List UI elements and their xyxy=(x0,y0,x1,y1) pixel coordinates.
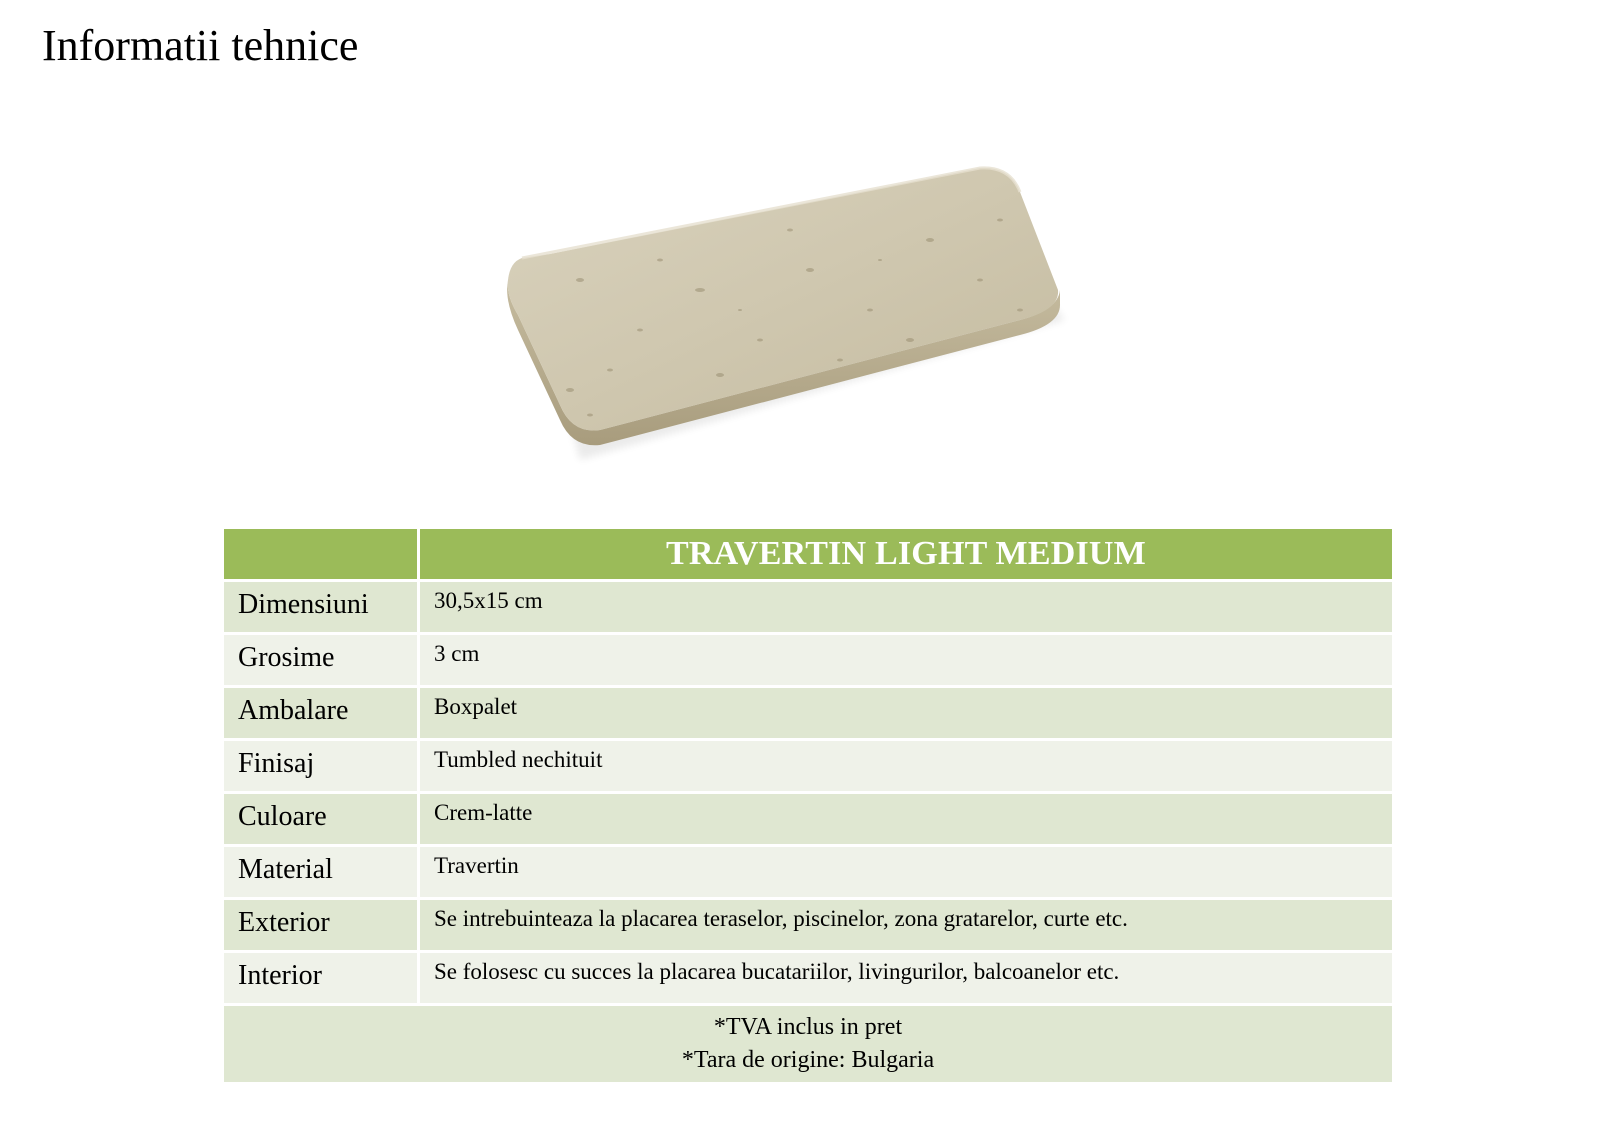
table-row xyxy=(223,846,1394,899)
product-name: TRAVERTIN LIGHT MEDIUM xyxy=(419,528,1394,581)
spec-label: Interior xyxy=(223,952,419,1005)
spec-label: Grosime xyxy=(223,634,419,687)
footer-row xyxy=(223,1005,1394,1084)
spec-value: Se intrebuinteaza la placarea teraselor, piscinelor, zona gratarelor, curte etc. xyxy=(419,899,1394,952)
table-row xyxy=(223,687,1394,740)
spec-value: 30,5x15 cm xyxy=(419,581,1394,634)
table-header-row xyxy=(223,528,1394,581)
origin-note: *Tara de origine: Bulgaria xyxy=(681,1047,935,1073)
page-title: Informatii tehnice xyxy=(42,21,359,70)
travertine-tile-photo xyxy=(460,130,1140,500)
spec-value: Crem-latte xyxy=(419,793,1394,846)
spec-label: Dimensiuni xyxy=(223,581,419,634)
spec-value: Tumbled nechituit xyxy=(419,740,1394,793)
table-row xyxy=(223,899,1394,952)
vat-note: *TVA inclus in pret xyxy=(713,1014,903,1040)
table-row xyxy=(223,793,1394,846)
spec-value: 3 cm xyxy=(419,634,1394,687)
spec-label: Material xyxy=(223,846,419,899)
spec-label: Exterior xyxy=(223,899,419,952)
spec-label: Culoare xyxy=(223,793,419,846)
spec-value: Se folosesc cu succes la placarea bucatariilor, livingurilor, balcoanelor etc. xyxy=(419,952,1394,1005)
header-empty-cell xyxy=(223,528,419,581)
table-row xyxy=(223,740,1394,793)
footer-notes xyxy=(223,1005,1394,1084)
spec-label: Ambalare xyxy=(223,687,419,740)
spec-label: Finisaj xyxy=(223,740,419,793)
spec-value: Travertin xyxy=(419,846,1394,899)
table-row xyxy=(223,581,1394,634)
spec-value: Boxpalet xyxy=(419,687,1394,740)
table-row xyxy=(223,634,1394,687)
table-row xyxy=(223,952,1394,1005)
spec-table xyxy=(221,526,1395,1085)
